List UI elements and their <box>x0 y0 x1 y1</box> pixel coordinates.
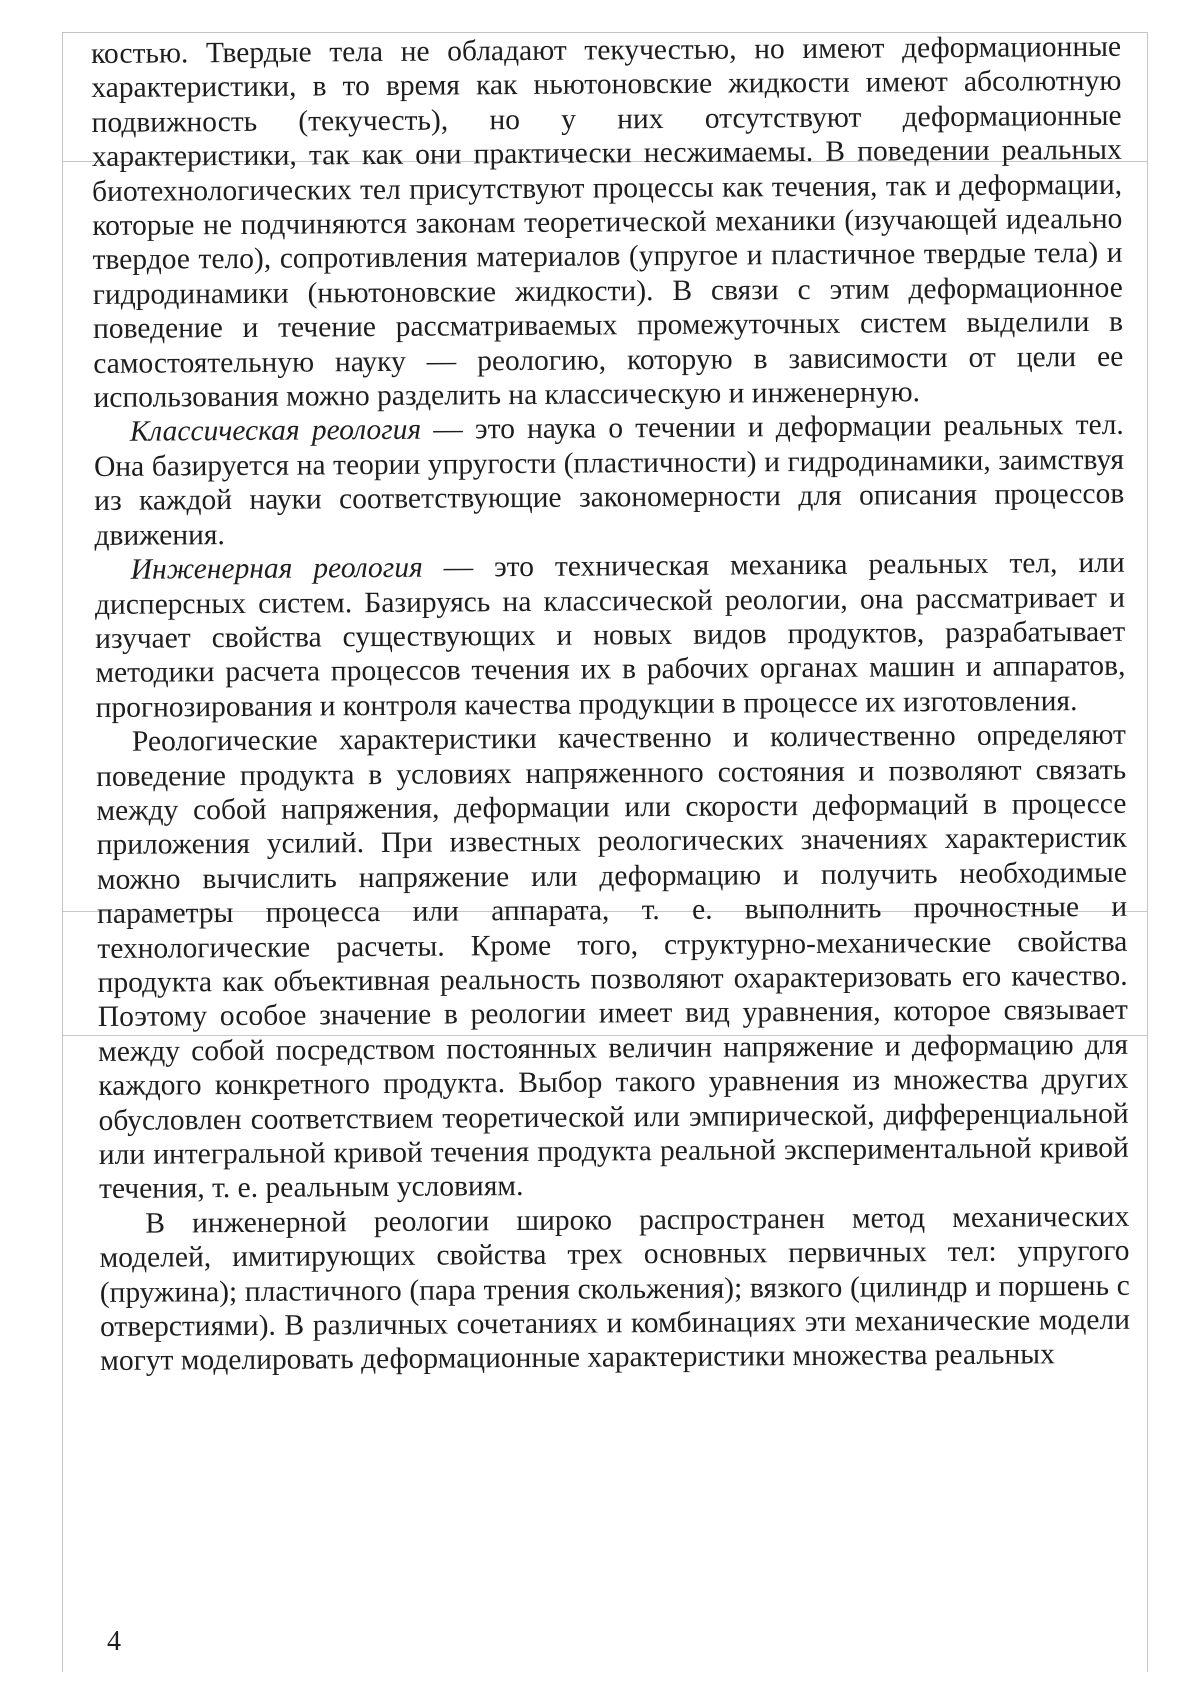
paragraph-engineering-rheology-text: — это техническая механика реальных тел, или дисперсных систем. Базируясь на классической реологии, она рассматривает и изучает свойства существующих и новых видов продуктов, разрабатывает методики расчета процессов течения их в рабочих органах машин и аппаратов, прогнозирования и контроля качества продукции в процессе их изготовления. <box>95 547 1126 724</box>
body-text <box>91 30 1130 1379</box>
paragraph-classical-rheology-text: — это наука о течении и деформации реальных тел. Она базируется на теории упругости (пластичности) и гидродинамики, заимствуя из каждой науки соответствующие закономерности для описания процессов движения. <box>94 409 1124 551</box>
paragraph-intro: костью. Твердые тела не обладают текучестью, но имеют деформационные характеристики, в то время как ньютоновские жидкости имеют абсолютную подвижность (текучесть), но у них отсутствуют деформационные характеристики, так как они практически несжимаемы. В поведении реальных биотехнологических тел присутствуют процессы как течения, так и деформации, которые не подчиняются законам теоретической механики (изучающей идеально твердое тело), сопротивления материалов (упругое и пластичное твердые тела) и гидродинамики (ньютоновские жидкости). В связи с этим деформационное поведение и течение рассматриваемых промежуточных систем выделили в самостоятельную науку — реологию, которую в зависимости от цели ее использования можно разделить на классическую и инженерную. <box>91 30 1124 416</box>
paragraph-engineering-rheology <box>95 546 1126 725</box>
paragraph-rheological-characteristics: Реологические характеристики качественно и количественно определяют поведение продукта в условиях напряженного состояния и позволяют связать между собой напряжения, деформации или скорости деформаций в процессе приложения усилий. При известных реологических значениях характеристик можно вычислить напряжение или деформацию и получить необходимые параметры процесса или аппарата, т. е. выполнить прочностные и технологические расчеты. Кроме того, структурно-механические свойства продукта как объективная реальность позволяют охарактеризовать его качество. Поэтому особое значение в реологии имеет вид уравнения, которое связывает между собой посредством постоянных величин напряжение и деформацию для каждого конкретного продукта. Выбор такого уравнения из множества других обусловлен соответствием теоретической или эмпирической, дифференциальной или интегральной кривой течения продукта реальной экспериментальной кривой течения, т. е. реальным условиям. <box>96 718 1129 1207</box>
term-classical-rheology: Классическая реология <box>130 414 422 448</box>
book-page <box>62 32 1148 1672</box>
paragraph-classical-rheology <box>94 408 1125 553</box>
paragraph-mechanical-models: В инженерной реологии широко распространен метод механических моделей, имитирующих свойства трех основных первичных тел: упругого (пружина); пластичного (пара трения скольжения); вязкого (цилиндр и поршень с отверстиями). В различных сочетаниях и комбинациях эти механические модели могут моделировать деформационные характеристики множества реальных <box>99 1200 1130 1379</box>
term-engineering-rheology: Инженерная реология <box>131 552 423 586</box>
page-number: 4 <box>107 1626 121 1658</box>
